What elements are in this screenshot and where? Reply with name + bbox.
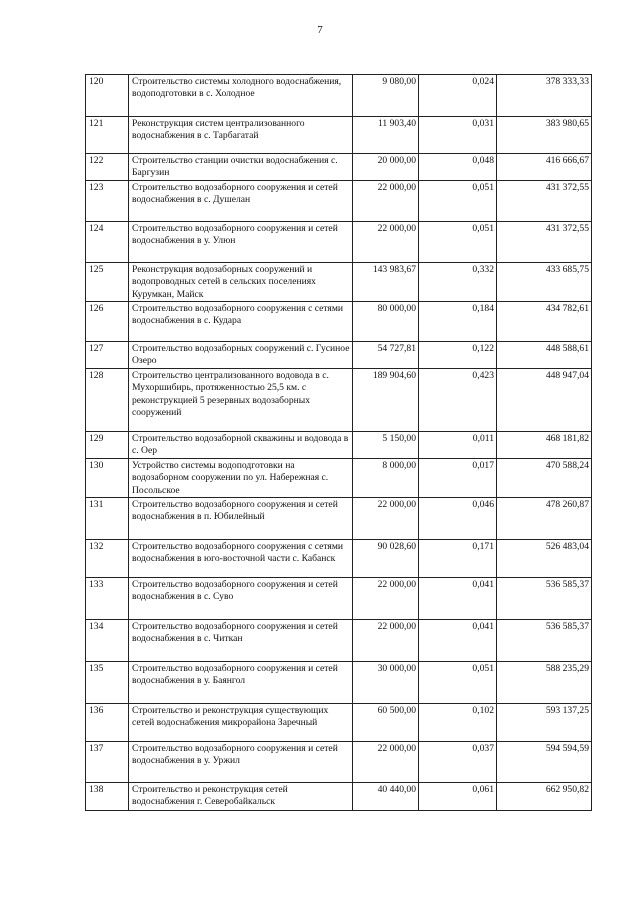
cell-cost: 40 440,00 [353,783,419,811]
table-row [86,498,592,540]
table-row [86,704,592,742]
cell-num: 121 [86,117,129,154]
cell-cost: 54 727,81 [353,342,419,369]
table-row [86,742,592,783]
cell-num: 134 [86,620,129,662]
cell-total: 431 372,55 [497,180,592,221]
cell-num: 120 [86,75,129,117]
cell-cost: 22 000,00 [353,620,419,662]
cell-share: 0,048 [419,154,497,181]
cell-num: 130 [86,458,129,497]
cell-cost: 9 080,00 [353,75,419,117]
cell-cost: 143 983,67 [353,262,419,301]
cell-total: 478 260,87 [497,498,592,540]
cell-total: 470 588,24 [497,458,592,497]
cell-total: 431 372,55 [497,221,592,262]
cell-cost: 20 000,00 [353,154,419,181]
cell-share: 0,041 [419,578,497,620]
cell-name: Строительство водозаборного сооружения и сетей водоснабжения в с. Суво [129,578,353,620]
cell-name: Строительство водозаборной скважины и водовода в с. Оер [129,432,353,459]
cell-name: Реконструкция систем централизованного водоснабжения в с. Тарбагатай [129,117,353,154]
cell-cost: 22 000,00 [353,578,419,620]
cell-name: Строительство системы холодного водоснабжения, водоподготовки в с. Холодное [129,75,353,117]
cell-total: 588 235,29 [497,662,592,704]
cell-num: 137 [86,742,129,783]
cell-cost: 60 500,00 [353,704,419,742]
cell-total: 448 947,04 [497,369,592,432]
cell-total: 433 685,75 [497,262,592,301]
cell-share: 0,051 [419,180,497,221]
cell-num: 135 [86,662,129,704]
cell-total: 383 980,65 [497,117,592,154]
table-row [86,262,592,301]
cell-cost: 22 000,00 [353,180,419,221]
page-number: 7 [317,24,323,36]
cell-share: 0,332 [419,262,497,301]
cell-cost: 90 028,60 [353,540,419,578]
cell-share: 0,037 [419,742,497,783]
cell-total: 526 483,04 [497,540,592,578]
table-row [86,221,592,262]
cell-num: 124 [86,221,129,262]
table-row [86,783,592,811]
table-row [86,369,592,432]
cell-share: 0,046 [419,498,497,540]
cell-name: Строительство водозаборного сооружения и сетей водоснабжения в п. Юбилейный [129,498,353,540]
cell-share: 0,061 [419,783,497,811]
cell-total: 662 950,82 [497,783,592,811]
cell-total: 593 137,25 [497,704,592,742]
cell-num: 126 [86,302,129,342]
cell-name: Строительство водозаборного сооружения и сетей водоснабжения в у. Уржил [129,742,353,783]
cell-num: 125 [86,262,129,301]
cell-cost: 80 000,00 [353,302,419,342]
table-row [86,578,592,620]
cell-total: 416 666,67 [497,154,592,181]
cell-name: Устройство системы водоподготовки на водозаборном сооружении по ул. Набережная с. Посольское [129,458,353,497]
data-table [85,74,592,811]
cell-num: 128 [86,369,129,432]
table-row [86,662,592,704]
cell-num: 138 [86,783,129,811]
cell-num: 132 [86,540,129,578]
cell-name: Строительство водозаборного сооружения и сетей водоснабжения в у. Баянгол [129,662,353,704]
cell-num: 136 [86,704,129,742]
table-body [86,75,592,811]
table-row [86,342,592,369]
cell-total: 378 333,33 [497,75,592,117]
cell-share: 0,031 [419,117,497,154]
cell-cost: 189 904,60 [353,369,419,432]
cell-name: Строительство водозаборного сооружения с сетями водоснабжения в юго-восточной части с. Кабанск [129,540,353,578]
cell-total: 448 588,61 [497,342,592,369]
cell-name: Строительство станции очистки водоснабжения с. Баргузин [129,154,353,181]
cell-cost: 22 000,00 [353,221,419,262]
cell-share: 0,423 [419,369,497,432]
table-row [86,154,592,181]
cell-cost: 30 000,00 [353,662,419,704]
cell-share: 0,017 [419,458,497,497]
table-row [86,620,592,662]
cell-num: 133 [86,578,129,620]
cell-num: 123 [86,180,129,221]
cell-cost: 22 000,00 [353,742,419,783]
cell-name: Строительство водозаборного сооружения и сетей водоснабжения в с. Душелан [129,180,353,221]
table-row [86,432,592,459]
cell-num: 129 [86,432,129,459]
cell-num: 122 [86,154,129,181]
cell-share: 0,024 [419,75,497,117]
cell-cost: 11 903,40 [353,117,419,154]
cell-name: Строительство водозаборных сооружений с. Гусиное Озеро [129,342,353,369]
table-row [86,458,592,497]
cell-total: 536 585,37 [497,620,592,662]
cell-name: Строительство водозаборного сооружения и сетей водоснабжения в с. Читкан [129,620,353,662]
cell-name: Строительство водозаборного сооружения с сетями водоснабжения в с. Кудара [129,302,353,342]
cell-share: 0,041 [419,620,497,662]
table-row [86,302,592,342]
table-row [86,540,592,578]
cell-cost: 5 150,00 [353,432,419,459]
cell-share: 0,171 [419,540,497,578]
cell-share: 0,051 [419,662,497,704]
cell-name: Строительство водозаборного сооружения и сетей водоснабжения в у. Улюн [129,221,353,262]
cell-num: 131 [86,498,129,540]
cell-cost: 22 000,00 [353,498,419,540]
cell-name: Строительство и реконструкция сетей водоснабжения г. Северобайкальск [129,783,353,811]
cell-total: 468 181,82 [497,432,592,459]
cell-cost: 8 000,00 [353,458,419,497]
cell-share: 0,051 [419,221,497,262]
cell-share: 0,102 [419,704,497,742]
cell-name: Реконструкция водозаборных сооружений и водопроводных сетей в сельских поселениях Курумкан, Майск [129,262,353,301]
cell-share: 0,184 [419,302,497,342]
cell-total: 434 782,61 [497,302,592,342]
cell-num: 127 [86,342,129,369]
cell-name: Строительство централизованного водовода в с. Мухоршибирь, протяженностью 25,5 км. с реконструкцией 5 резервных водозаборных сооружений [129,369,353,432]
table-row [86,117,592,154]
cell-total: 536 585,37 [497,578,592,620]
cell-name: Строительство и реконструкция существующих сетей водоснабжения микрорайона Заречный [129,704,353,742]
cell-share: 0,122 [419,342,497,369]
cell-share: 0,011 [419,432,497,459]
table-row [86,75,592,117]
cell-total: 594 594,59 [497,742,592,783]
table-row [86,180,592,221]
